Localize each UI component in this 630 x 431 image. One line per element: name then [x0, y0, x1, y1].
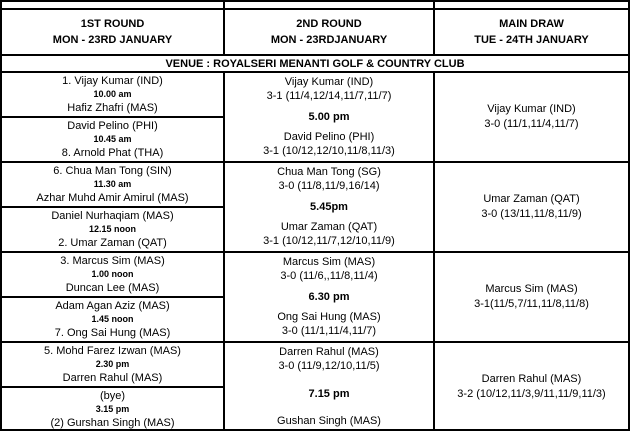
player-name: Duncan Lee (MAS): [65, 282, 160, 294]
round2-winner-block: [227, 165, 431, 193]
player-name: 6. Chua Man Tong (SIN): [53, 165, 172, 177]
round2-winner-block: [227, 220, 431, 248]
main-draw-column: [435, 73, 628, 161]
main-draw-column: [435, 253, 628, 341]
venue-banner: VENUE : ROYALSERI MENANTI GOLF & COUNTRY CLUB: [2, 56, 628, 73]
round-date: MON - 23RDJANUARY: [270, 34, 388, 46]
main-draw-column: [435, 163, 628, 251]
round-date: TUE - 24TH JANUARY: [474, 34, 589, 46]
main-draw-winner: Vijay Kumar (IND): [487, 103, 576, 115]
match-time: 10.45 am: [93, 134, 132, 144]
main-draw-winner: Marcus Sim (MAS): [485, 283, 578, 295]
winner-name: Vijay Kumar (IND): [284, 76, 374, 88]
round1-column: [2, 343, 225, 431]
round-title: MAIN DRAW: [499, 18, 564, 30]
bracket-section-3: [2, 253, 628, 343]
main-draw-score: 3-0 (11/1,11/4,11/7): [484, 118, 579, 130]
round2-winner-block: [227, 414, 431, 428]
round1-column: [2, 163, 225, 251]
match-time: 5.00 pm: [308, 110, 350, 123]
round2-column: [225, 73, 435, 161]
winner-name: Gushan Singh (MAS): [277, 415, 381, 427]
bracket-sections: [2, 73, 628, 431]
main-draw-score: 3-1(11/5,7/11,11/8,11/8): [474, 298, 589, 310]
match-time: 3.15 pm: [95, 404, 130, 414]
winner-name: Darren Rahul (MAS): [279, 346, 379, 358]
partial-cell-2: [225, 2, 435, 8]
round-title: 2ND ROUND: [296, 18, 362, 30]
bracket-section-4: [2, 343, 628, 431]
round1-match: [2, 118, 223, 161]
header-cell-main-draw: [435, 10, 628, 54]
main-draw-score: 3-2 (10/12,11/3,9/11,11/9,11/3): [457, 388, 606, 400]
main-draw-winner: Darren Rahul (MAS): [481, 373, 582, 385]
match-score: 3-1 (10/12,11/7,12/10,11/9): [263, 235, 395, 247]
round1-match: [2, 208, 223, 251]
winner-name: David Pelino (PHI): [283, 131, 375, 143]
round1-match: [2, 253, 223, 298]
partial-cell-3: [435, 2, 628, 8]
round-title: 1ST ROUND: [80, 18, 145, 30]
player-name: Azhar Muhd Amir Amirul (MAS): [36, 192, 189, 204]
top-partial-row: [2, 2, 628, 10]
match-time: 10.00 am: [93, 89, 132, 99]
player-name: Hafiz Zhafri (MAS): [67, 102, 158, 114]
round1-match: [2, 343, 223, 388]
round-date: MON - 23RD JANUARY: [52, 34, 173, 46]
match-time: 12.15 noon: [88, 224, 136, 234]
match-score: 3-0 (11/8,11/9,16/14): [278, 180, 380, 192]
match-score: 3-1 (11/4,12/14,11/7,11/7): [266, 90, 392, 102]
round2-winner-block: [227, 310, 431, 338]
match-time: 1.00 noon: [91, 269, 134, 279]
round1-match: [2, 73, 223, 118]
player-name: 7. Ong Sai Hung (MAS): [54, 327, 171, 339]
winner-name: Umar Zaman (QAT): [280, 221, 378, 233]
round2-winner-block: [227, 75, 431, 103]
match-score: 3-0 (11/1,11/4,11/7): [281, 325, 377, 337]
match-time: 5.45pm: [310, 200, 348, 213]
partial-cell-1: [2, 2, 225, 8]
match-time: 11.30 am: [93, 179, 132, 189]
player-name: (2) Gurshan Singh (MAS): [50, 417, 175, 429]
round2-column: [225, 253, 435, 341]
winner-name: Marcus Sim (MAS): [282, 256, 376, 268]
player-name: 1. Vijay Kumar (IND): [62, 75, 163, 87]
player-name: David Pelino (PHI): [67, 120, 158, 132]
round1-column: [2, 253, 225, 341]
column-header-row: [2, 10, 628, 56]
round1-match: [2, 298, 223, 341]
bracket-section-2: [2, 163, 628, 253]
match-score: 3-0 (11/9,12/10,11/5): [278, 360, 380, 372]
match-score: 3-1 (10/12,12/10,11/8,11/3): [263, 145, 395, 157]
round1-column: [2, 73, 225, 161]
player-name: Daniel Nurhaqiam (MAS): [51, 210, 174, 222]
round1-match: [2, 388, 223, 431]
match-time: 6.30 pm: [308, 290, 350, 303]
player-name: 3. Marcus Sim (MAS): [60, 255, 165, 267]
main-draw-score: 3-0 (13/11,11/8,11/9): [481, 208, 582, 220]
winner-name: Ong Sai Hung (MAS): [277, 311, 381, 323]
round2-column: [225, 343, 435, 431]
header-cell-1st-round: [2, 10, 225, 54]
match-time: 1.45 noon: [91, 314, 134, 324]
bracket-section-1: [2, 73, 628, 163]
match-time: 2.30 pm: [95, 359, 130, 369]
player-name: 8. Arnold Phat (THA): [61, 147, 164, 159]
match-time: 7.15 pm: [308, 387, 350, 400]
round2-winner-block: [227, 345, 431, 373]
player-name: (bye): [99, 390, 126, 402]
round2-winner-block: [227, 130, 431, 158]
header-cell-2nd-round: [225, 10, 435, 54]
player-name: 5. Mohd Farez Izwan (MAS): [44, 345, 181, 357]
round1-match: [2, 163, 223, 208]
player-name: Adam Agan Aziz (MAS): [55, 300, 170, 312]
match-score: 3-0 (11/6,,11/8,11/4): [280, 270, 378, 282]
round2-winner-block: [227, 255, 431, 283]
player-name: Darren Rahul (MAS): [62, 372, 163, 384]
winner-name: Chua Man Tong (SG): [277, 166, 381, 178]
main-draw-column: [435, 343, 628, 431]
round2-column: [225, 163, 435, 251]
main-draw-winner: Umar Zaman (QAT): [483, 193, 580, 205]
player-name: 2. Umar Zaman (QAT): [58, 237, 167, 249]
